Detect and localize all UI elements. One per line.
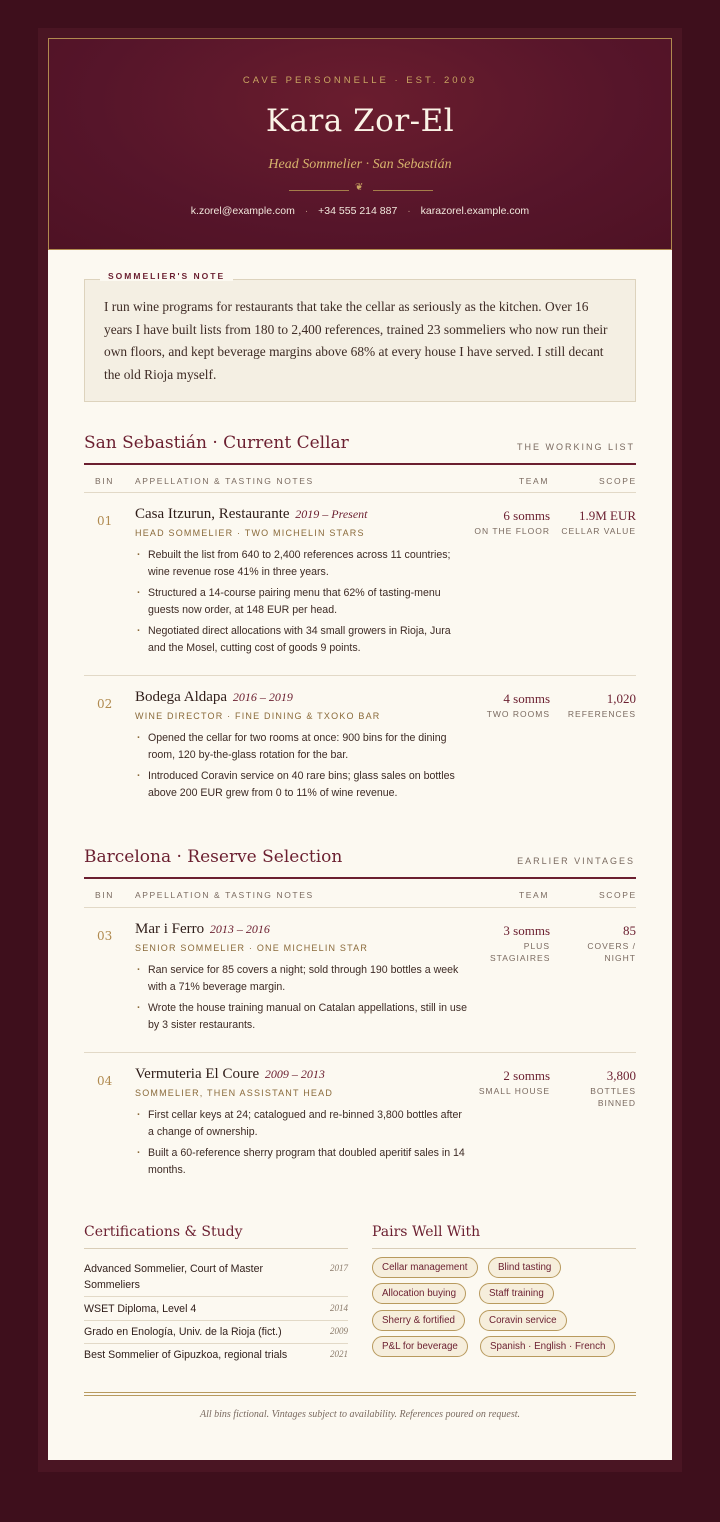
column-rule [84, 907, 636, 908]
scope-label: CELLAR VALUE [561, 526, 636, 536]
vine-leaf-icon: ❦ [355, 182, 364, 193]
entry-bullet: · Negotiated direct allocations with 34 small growers in Rioja, Jura and the Mosel, cutting cost of goods 9 points. [135, 623, 470, 657]
sommelier-note-text: I run wine programs for restaurants that take the cellar as seriously as the kitchen. Over 16 years I have built lists from 180 to 2,400 references, trained 23 sommeliers who now run their own floors, and kept beverage margins above 68% at every house I have served. I still decant the old Rioja myself. [104, 299, 608, 382]
skill-chip: Staff training [479, 1283, 554, 1304]
section-title: San Sebastián · Current Cellar [84, 433, 349, 453]
skills-title: Pairs Well With [372, 1224, 481, 1240]
scope-label: COVERS / NIGHT [587, 941, 636, 963]
entry-bullet: · Ran service for 85 covers a night; sold through 190 bottles a week with a 71% beverage margin. [135, 962, 470, 996]
contact-phone[interactable]: +34 555 214 887 [318, 205, 398, 217]
contact-separator: · [304, 205, 309, 217]
skill-chip: Sherry & fortified [372, 1310, 465, 1331]
header-banner [48, 38, 672, 250]
certification-year: 2021 [330, 1349, 348, 1359]
column-scope: SCOPE [599, 476, 637, 486]
section-title: Barcelona · Reserve Selection [84, 847, 343, 867]
section-subtitle: EARLIER VINTAGES [517, 856, 635, 866]
entry-employer: Bodega Aldapa [135, 689, 228, 705]
skill-chip: Coravin service [479, 1310, 567, 1331]
certifications-title: Certifications & Study [84, 1224, 243, 1240]
team-value: 6 somms [503, 508, 550, 523]
scope-label: REFERENCES [567, 709, 636, 719]
column-notes: APPELLATION & TASTING NOTES [135, 890, 314, 900]
skill-chip: Cellar management [372, 1257, 478, 1278]
candidate-role: Head Sommelier · San Sebastián [268, 157, 452, 172]
header-eyebrow: CAVE PERSONNELLE · EST. 2009 [242, 75, 478, 86]
certification-item [84, 1301, 348, 1321]
section-rule [84, 877, 636, 879]
entry-bullet: · Opened the cellar for two rooms at once: 900 bins for the dining room, 120 by-the-glass rotation for the bar. [135, 730, 470, 764]
section-subtitle: THE WORKING LIST [516, 442, 635, 452]
entry-bullet: · First cellar keys at 24; catalogued and re-binned 3,800 bottles after a change of ownership. [135, 1107, 470, 1141]
entry-bullet: · Wrote the house training manual on Catalan appellations, still in use by 3 sister restaurants. [135, 1000, 470, 1034]
column-bin: BIN [95, 476, 114, 486]
entry-name [135, 506, 368, 523]
column-scope: SCOPE [599, 890, 637, 900]
certification-year: 2014 [330, 1303, 348, 1313]
certifications-rule [84, 1248, 348, 1249]
team-value: 4 somms [503, 691, 550, 706]
entry-dates: 2009 – 2013 [264, 1067, 325, 1081]
entry-bin: 01 [97, 514, 113, 528]
header-ornament [289, 182, 433, 197]
entry-bullets [135, 962, 470, 1038]
contact-email[interactable]: k.zorel@example.com [190, 205, 295, 217]
footer-rule [84, 1395, 636, 1396]
column-team: TEAM [519, 890, 550, 900]
entry-role: WINE DIRECTOR · FINE DINING & TXOKO BAR [135, 711, 381, 721]
entry-bullet: · Built a 60-reference sherry program that doubled aperitif sales in 14 months. [135, 1145, 470, 1179]
team-value: 2 somms [503, 1068, 550, 1083]
certification-name: Advanced Sommelier, Court of Master Sommeliers [84, 1263, 263, 1291]
skill-chip: Allocation buying [372, 1283, 466, 1304]
candidate-name: Kara Zor-El [265, 103, 455, 139]
team-label: PLUS STAGIAIRES [490, 941, 551, 963]
entry-bullets [135, 547, 470, 661]
skill-chip: P&L for beverage [372, 1336, 468, 1357]
entry-bin: 04 [97, 1074, 113, 1088]
column-rule [84, 492, 636, 493]
column-bin: BIN [95, 890, 114, 900]
entry-bullet: · Introduced Coravin service on 40 rare bins; glass sales on bottles above 200 EUR grew from 0 to 11% of wine revenue. [135, 768, 470, 802]
certification-name: Grado en Enología, Univ. de la Rioja (fict.) [84, 1326, 282, 1338]
certification-item [84, 1261, 348, 1297]
entry-dates: 2013 – 2016 [209, 922, 270, 936]
scope-value: 1.9M EUR [578, 508, 636, 523]
sommelier-note-tag: SOMMELIER'S NOTE [100, 271, 233, 281]
scope-label: BOTTLES BINNED [590, 1086, 636, 1108]
certification-year: 2017 [330, 1263, 348, 1273]
column-team: TEAM [519, 476, 550, 486]
entry-bullets [135, 730, 470, 806]
certification-name: Best Sommelier of Gipuzkoa, regional trials [84, 1349, 288, 1361]
entry-role: HEAD SOMMELIER · TWO MICHELIN STARS [135, 528, 365, 538]
entry-dates: 2016 – 2019 [232, 690, 293, 704]
entry-role: SOMMELIER, THEN ASSISTANT HEAD [135, 1088, 334, 1098]
scope-value: 3,800 [606, 1068, 636, 1083]
entry-name [135, 689, 293, 706]
certification-item [84, 1324, 348, 1344]
team-label: TWO ROOMS [486, 709, 550, 719]
entry-employer: Vermuteria El Coure [135, 1066, 260, 1082]
team-label: SMALL HOUSE [478, 1086, 550, 1096]
column-notes: APPELLATION & TASTING NOTES [135, 476, 314, 486]
section-rule [84, 463, 636, 465]
skills-rule [372, 1248, 636, 1249]
skill-chip: Blind tasting [488, 1257, 561, 1278]
certification-name: WSET Diploma, Level 4 [84, 1303, 197, 1315]
skill-chip: Spanish · English · French [480, 1336, 615, 1357]
contact-website[interactable]: karazorel.example.com [420, 205, 530, 217]
contact-separator: · [407, 205, 411, 217]
entry-role: SENIOR SOMMELIER · ONE MICHELIN STAR [135, 943, 369, 953]
scope-value: 85 [623, 923, 636, 938]
scope-value: 1,020 [606, 691, 636, 706]
entry-employer: Casa Itzurun, Restaurante [135, 506, 290, 522]
certification-item [84, 1347, 348, 1367]
entry-name [135, 921, 270, 938]
footer-rule [84, 1392, 636, 1393]
certification-year: 2009 [330, 1326, 348, 1336]
entry-bullet: · Rebuilt the list from 640 to 2,400 references across 11 countries; wine revenue rose 41% in three years. [135, 547, 470, 581]
entry-bullet: · Structured a 14-course pairing menu that 62% of tasting-menu guests now order, at 148 EUR per head. [135, 585, 470, 619]
team-value: 3 somms [503, 923, 550, 938]
entry-bin: 03 [97, 929, 113, 943]
entry-bullets [135, 1107, 470, 1183]
entry-bin: 02 [97, 697, 113, 711]
entry-name [135, 1066, 325, 1083]
entry-divider [84, 1052, 636, 1053]
footer-note: All bins fictional. Vintages subject to availability. References poured on request. [199, 1409, 521, 1420]
team-label: ON THE FLOOR [474, 526, 550, 536]
entry-divider [84, 675, 636, 676]
entry-employer: Mar i Ferro [135, 921, 205, 937]
contact-line [49, 205, 671, 217]
entry-dates: 2019 – Present [295, 507, 368, 521]
